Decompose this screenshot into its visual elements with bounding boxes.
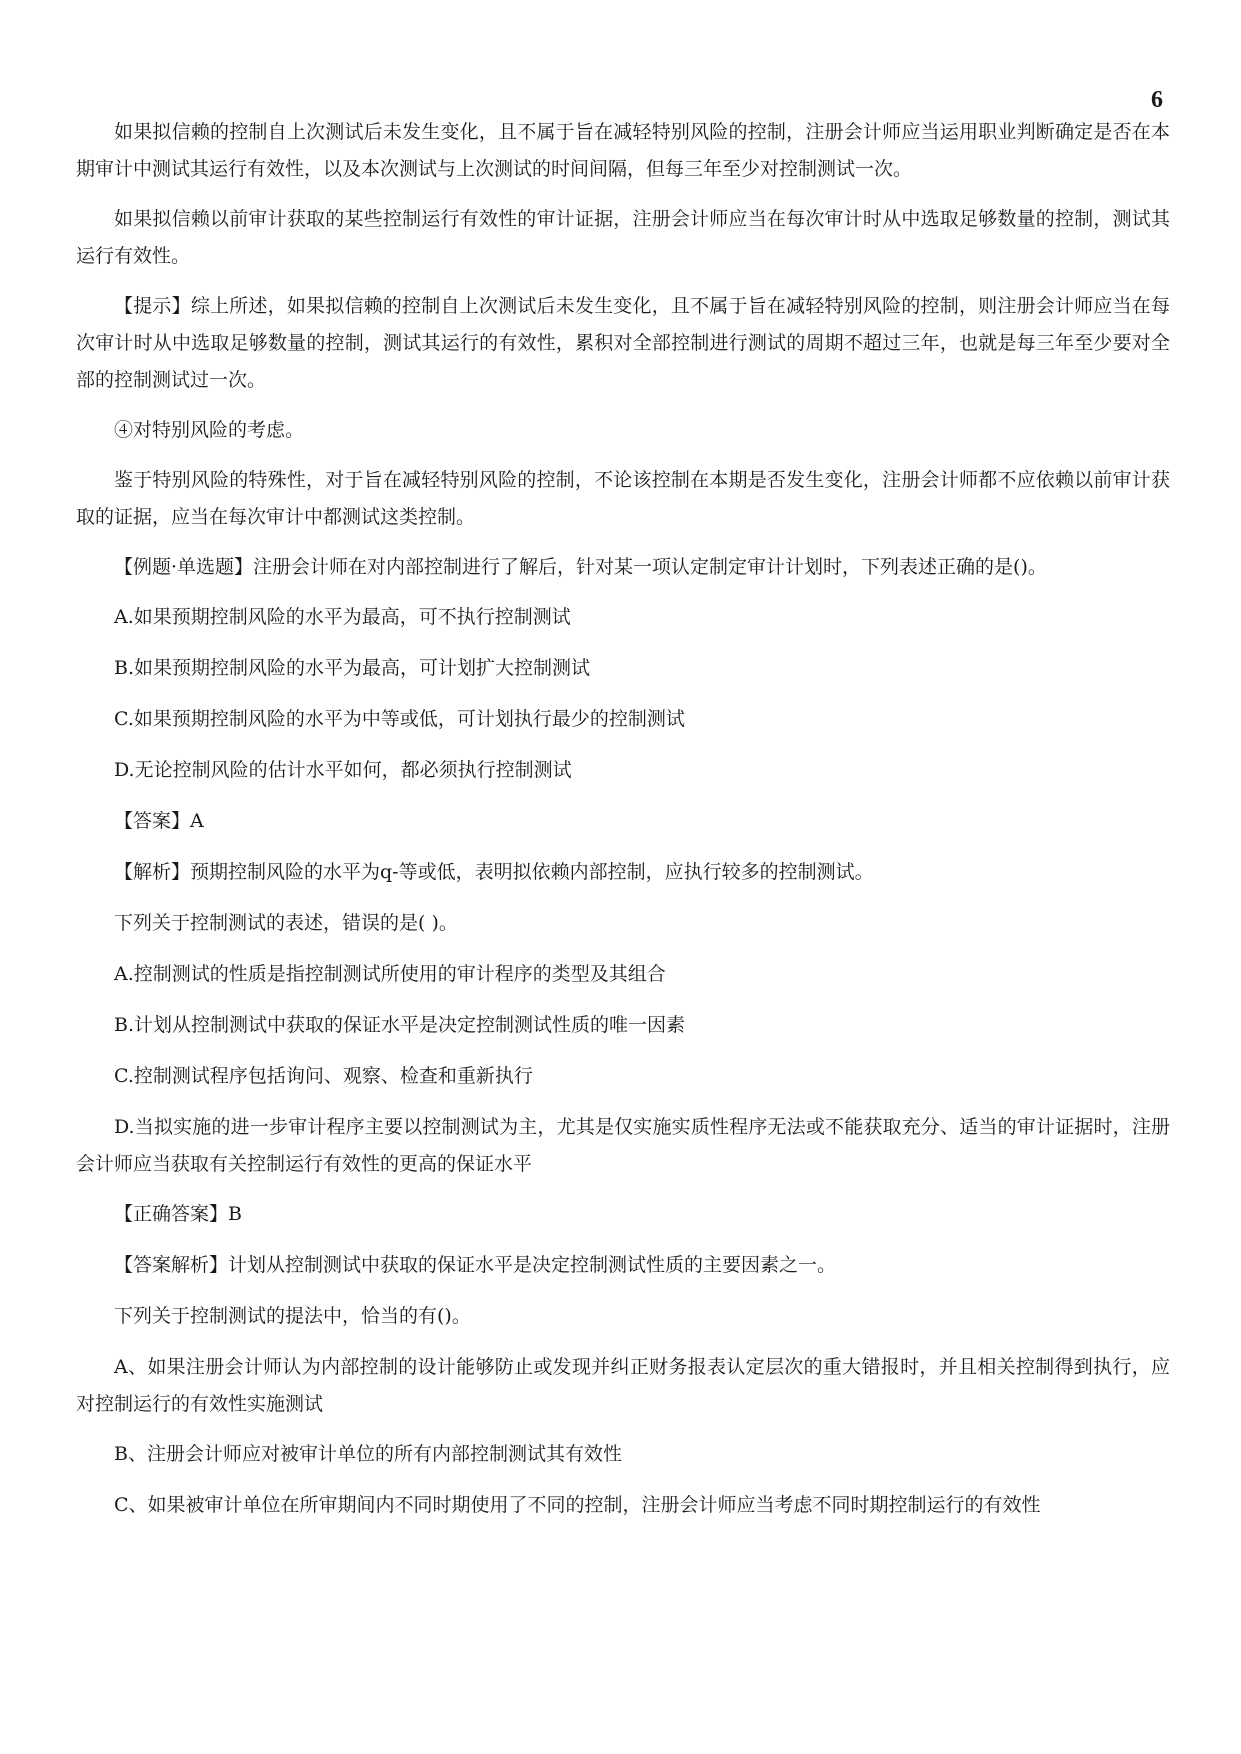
paragraph-significant-risk-heading: ④对特别风险的考虑。	[114, 419, 305, 441]
question-1-option-a: A.如果预期控制风险的水平为最高，可不执行控制测试	[114, 606, 571, 628]
question-3-option-b: B、注册会计师应对被审计单位的所有内部控制测试其有效性	[114, 1443, 622, 1465]
paragraph-tip: 【提示】综上所述，如果拟信赖的控制自上次测试后未发生变化，且不属于旨在减轻特别风险的控制，则注册会计师应当在每次审计时从中选取足够数量的控制，测试其运行的有效性，累积对全部控制进行测试的周期不超过三年，也就是每三年至少要对全部的控制测试过一次。	[76, 295, 1170, 391]
question-2-answer: 【正确答案】B	[114, 1203, 242, 1225]
page-number: 6	[1151, 87, 1163, 113]
question-1-option-b: B.如果预期控制风险的水平为最高，可计划扩大控制测试	[114, 657, 591, 679]
question-2-option-a: A.控制测试的性质是指控制测试所使用的审计程序的类型及其组合	[114, 963, 666, 985]
paragraph-prior-audit-evidence: 如果拟信赖以前审计获取的某些控制运行有效性的审计证据，注册会计师应当在每次审计时从中选取足够数量的控制，测试其运行有效性。	[76, 208, 1170, 267]
question-2-stem: 下列关于控制测试的表述，错误的是( )。	[114, 912, 458, 934]
question-3-option-c: C、如果被审计单位在所审期间内不同时期使用了不同的控制，注册会计师应当考虑不同时期控制运行的有效性	[114, 1494, 1041, 1516]
question-1-answer: 【答案】A	[114, 810, 204, 832]
page-content	[76, 114, 1170, 1537]
question-2-option-d: D.当拟实施的进一步审计程序主要以控制测试为主，尤其是仅实施实质性程序无法或不能获取充分、适当的审计证据时，注册会计师应当获取有关控制运行有效性的更高的保证水平	[76, 1116, 1170, 1175]
question-3-option-a: A、如果注册会计师认为内部控制的设计能够防止或发现并纠正财务报表认定层次的重大错报时，并且相关控制得到执行，应对控制运行的有效性实施测试	[76, 1356, 1170, 1415]
question-1-stem: 【例题·单选题】注册会计师在对内部控制进行了解后，针对某一项认定制定审计计划时，下列表述正确的是()。	[114, 556, 1047, 578]
question-1-option-d: D.无论控制风险的估计水平如何，都必须执行控制测试	[114, 759, 572, 781]
question-1-explanation: 【解析】预期控制风险的水平为q-等或低，表明拟依赖内部控制，应执行较多的控制测试。	[114, 861, 874, 883]
paragraph-significant-risk: 鉴于特别风险的特殊性，对于旨在减轻特别风险的控制，不论该控制在本期是否发生变化，注册会计师都不应依赖以前审计获取的证据，应当在每次审计中都测试这类控制。	[76, 469, 1170, 528]
question-1-option-c: C.如果预期控制风险的水平为中等或低，可计划执行最少的控制测试	[114, 708, 685, 730]
question-2-option-b: B.计划从控制测试中获取的保证水平是决定控制测试性质的唯一因素	[114, 1014, 686, 1036]
question-3-stem: 下列关于控制测试的提法中，恰当的有()。	[114, 1305, 471, 1327]
question-2-option-c: C.控制测试程序包括询问、观察、检查和重新执行	[114, 1065, 533, 1087]
question-2-explanation: 【答案解析】计划从控制测试中获取的保证水平是决定控制测试性质的主要因素之一。	[114, 1254, 837, 1276]
paragraph-control-unchanged: 如果拟信赖的控制自上次测试后未发生变化，且不属于旨在减轻特别风险的控制，注册会计师应当运用职业判断确定是否在本期审计中测试其运行有效性，以及本次测试与上次测试的时间间隔，但每三年至少对控制测试一次。	[76, 121, 1170, 180]
